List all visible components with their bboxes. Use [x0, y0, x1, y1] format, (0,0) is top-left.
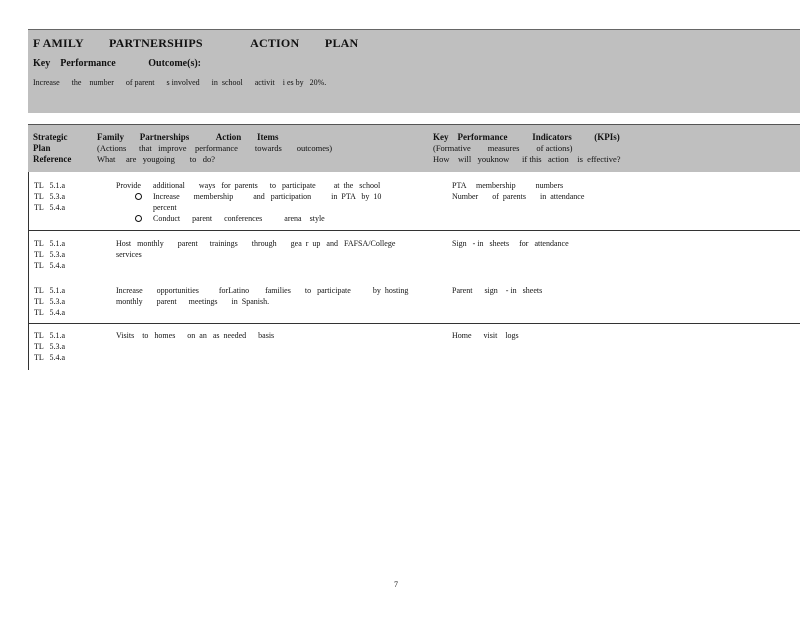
kpi-cell: PTA membership numbers Number of parents in attendance — [452, 181, 585, 201]
plan-header — [28, 29, 800, 113]
circle-bullet-icon — [135, 215, 142, 222]
ref-column-header: Strategic Plan Reference — [33, 132, 72, 164]
action-cell: Host monthly parent trainings through gea r up and FAFSA/College services — [116, 239, 396, 259]
table-row — [28, 230, 800, 323]
action-column-header: Family Partnerships Action Items (Actions that improve performance towards outcomes) What are yougoing to do? — [97, 132, 333, 164]
page-number: 7 — [394, 580, 398, 589]
kpi-cell: Sign - in sheets for attendance — [452, 239, 569, 248]
circle-bullet-icon — [135, 193, 142, 200]
ref-cell: TL 5.1.a TL 5.3.a TL 5.4.a — [34, 181, 66, 212]
kpi-cell: Parent sign - in sheets — [452, 286, 543, 295]
table-row — [28, 172, 800, 230]
kpi-column-header: Key Performance Indicators (KPIs) (Formative measures of actions) How will youknow if this action is effective? — [433, 132, 621, 164]
page-title: F AMILY PARTNERSHIPS ACTION PLAN — [33, 36, 359, 50]
action-plan-table — [28, 124, 800, 370]
table-header — [28, 124, 800, 172]
ref-cell: TL 5.1.a TL 5.3.a TL 5.4.a — [34, 239, 66, 270]
ref-cell: TL 5.1.a TL 5.3.a TL 5.4.a — [34, 331, 66, 362]
table-row — [28, 323, 800, 370]
action-cell: Increase opportunities forLatino families to participate by hosting monthly parent meetings in Spanish. — [116, 286, 409, 306]
kpi-cell: Home visit logs — [452, 331, 519, 340]
ref-cell: TL 5.1.a TL 5.3.a TL 5.4.a — [34, 286, 66, 317]
kpo-label: Key Performance Outcome(s): — [33, 58, 201, 69]
action-cell: Provide additional ways for parents to participate at the school Increase membership and participation in PTA by 10 percent Conduct parent conferences arena style — [116, 181, 382, 223]
action-cell: Visits to homes on an as needed basis — [116, 331, 275, 340]
kpo-text: Increase the number of parent s involved in school activit i es by 20%. — [33, 78, 327, 87]
